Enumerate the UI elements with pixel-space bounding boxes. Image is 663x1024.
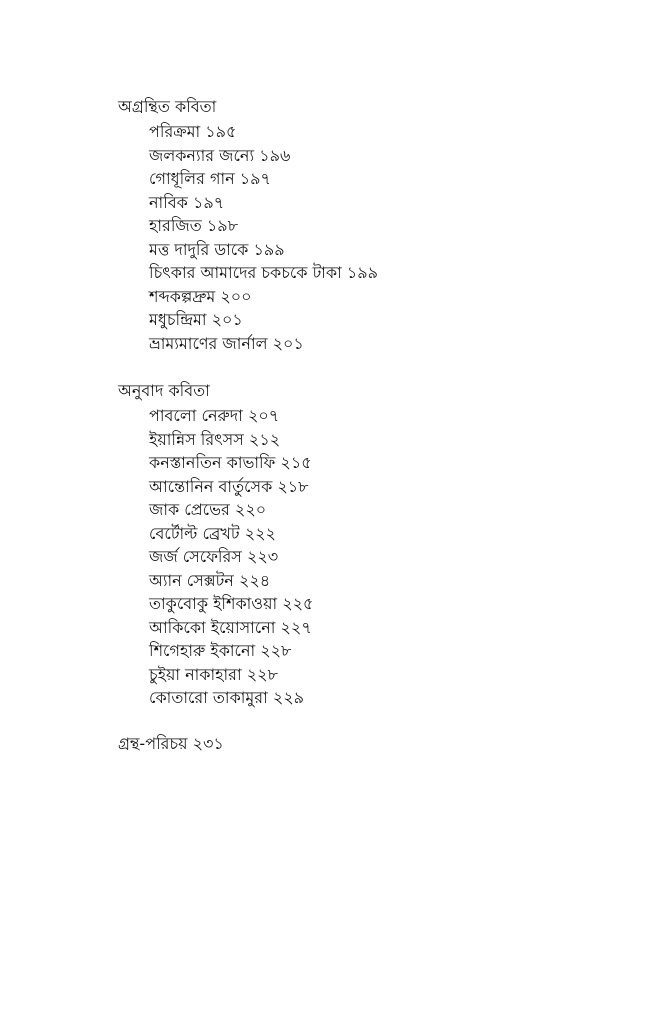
list-item [149,332,378,356]
entry-page: ১৯৮ [206,216,238,235]
list-item [149,308,378,332]
list-item [149,238,378,262]
entry-page: ২১২ [248,429,281,449]
list-item [149,191,378,215]
list-item [149,404,313,428]
entry-page: ২২৩ [246,547,279,566]
list-item [149,639,313,663]
entry-title: মত্ত দাদুরি ডাকে [149,239,249,259]
entry-title: কোতারো তাকামুরা [149,688,268,707]
entry-page: ২২৫ [282,594,314,613]
entry-page: ১৯৯ [346,263,379,282]
list-item [149,686,313,710]
entry-page: ১৯৭ [239,169,271,188]
list-item [149,214,378,238]
section-heading: গ্রন্থ-পরিচয় ২৩১ [118,734,224,753]
entry-page: ২০১ [211,310,243,329]
list-item [149,144,378,168]
list-item [149,261,378,285]
entry-title: শিগেহারু ইকানো [149,641,256,660]
list-item [149,592,313,616]
entry-page: ২০০ [220,286,252,306]
list-item [149,498,313,522]
list-item [149,522,313,546]
entry-title: আকিকো ইয়োসানো [149,617,276,637]
entry-title: ভ্রাম্যমাণের জার্নাল [149,333,268,353]
entry-page: ২২৮ [246,664,278,684]
section-heading: অগ্রন্থিত কবিতা [118,97,217,116]
entry-title: পরিক্রমা [149,122,201,141]
entry-title: শব্দকল্পদ্রুম [149,286,216,306]
entry-title: গোধূলির গান [149,169,235,188]
entry-page: ১৯৭ [192,192,225,212]
list-item [149,120,378,144]
entry-page: ২২৯ [272,688,305,707]
entry-page: ২২৪ [238,570,271,590]
list-item [149,451,313,475]
list-item [149,663,313,687]
entry-title: পাবলো নেরুদা [149,406,243,425]
entry-title: ইয়ান্নিস রিৎসস [149,429,244,449]
entry-page: ২২৮ [260,641,292,660]
entry-page: ১৯৯ [253,239,285,259]
entry-page: ২০৭ [247,406,280,425]
section-book-introduction [118,733,224,755]
entry-title: মধুচন্দ্রিমা [149,310,207,329]
entry-page: ১৯৫ [205,122,237,141]
entry-title: জর্জ সেফেরিস [149,547,242,566]
entry-title: তাকুবোকু ইশিকাওয়া [149,594,278,613]
list-item [149,285,378,309]
entry-page: ২১৫ [280,453,312,472]
entry-title: নাবিক [149,192,188,212]
section-uncollected-poems [118,96,378,355]
entry-title: চুইয়া নাকাহারা [149,664,242,684]
section-translated-poems [118,380,313,710]
entry-page: ২০১ [272,333,304,353]
section-heading: অনুবাদ কবিতা [118,381,210,400]
list-item [149,167,378,191]
entry-title: জাক প্রেভের [149,500,230,519]
entry-title: হারজিত [149,216,202,235]
entry-page: ১৯৬ [259,145,291,165]
entry-page: ২২০ [234,500,267,519]
entry-title: অ্যান সেক্সটন [149,570,234,590]
list-item [149,616,313,640]
list-item [149,545,313,569]
entry-page: ২১৮ [277,476,309,496]
entry-list [118,120,378,355]
entry-title: চিৎকার আমাদের চকচকে টাকা [149,263,342,282]
list-item [149,475,313,499]
list-item [149,428,313,452]
list-item [149,569,313,593]
entry-title: কনস্তানতিন কাভাফি [149,453,276,472]
entry-page: ২২২ [244,523,276,543]
entry-page: ২২৭ [280,617,312,637]
entry-title: আন্তোনিন বার্তুসেক [149,476,273,496]
entry-title: জলকন্যার জন্যে [149,145,255,165]
entry-list [118,404,313,710]
entry-title: বের্টোল্ট ব্রেখট [149,523,240,543]
